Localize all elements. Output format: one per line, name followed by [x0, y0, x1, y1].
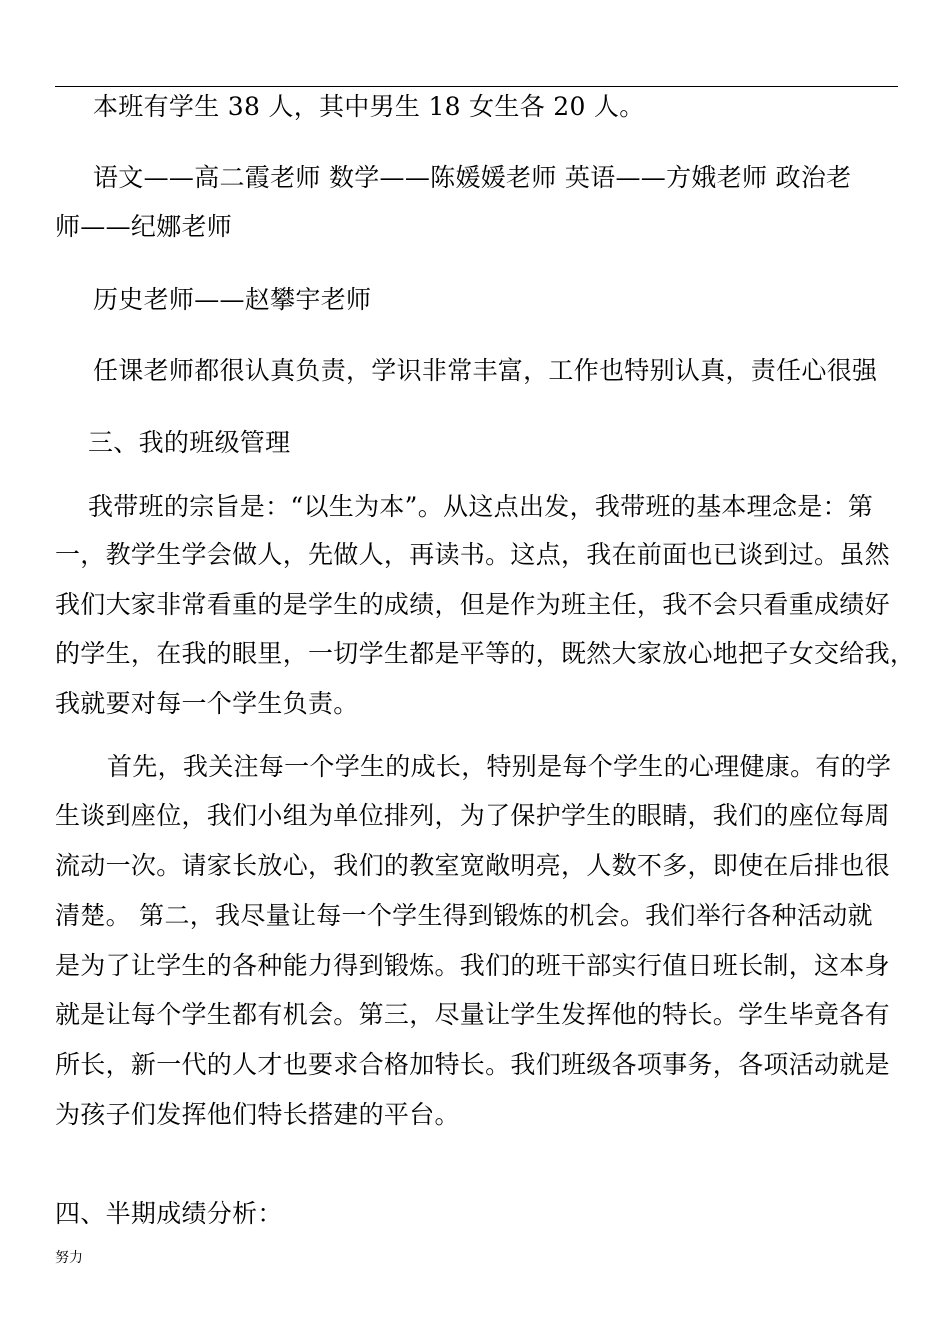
philosophy-paragraph-line-5: 我就要对每一个学生负责。 — [55, 689, 359, 718]
teachers-paragraph-line-2: 师——纪娜老师 — [55, 212, 233, 241]
approach-paragraph-line-7: 所长，新一代的人才也要求合格加特长。我们班级各项事务，各项活动就是 — [55, 1050, 890, 1079]
page-footer: 努力 — [55, 1250, 83, 1266]
approach-paragraph-line-6: 就是让每个学生都有机会。第三，尽量让学生发挥他的特长。学生毕竟各有 — [55, 1000, 890, 1029]
history-teacher-paragraph: 历史老师——赵攀宇老师 — [93, 285, 372, 314]
teachers-evaluation-paragraph: 任课老师都很认真负责，学识非常丰富，工作也特别认真，责任心很强 — [93, 356, 878, 385]
philosophy-paragraph-line-2: 一，教学生学会做人，先做人，再读书。这点，我在前面也已谈到过。虽然 — [55, 540, 890, 569]
philosophy-paragraph-line-3: 我们大家非常看重的是学生的成绩，但是作为班主任，我不会只看重成绩好 — [55, 590, 890, 619]
section-heading-class-management: 三、我的班级管理 — [88, 428, 291, 457]
class-size-paragraph: 本班有学生 38 人，其中男生 18 女生各 20 人。 — [93, 92, 645, 121]
philosophy-paragraph-line-4: 的学生，在我的眼里，一切学生都是平等的，既然大家放心地把子女交给我， — [55, 639, 916, 668]
header-rule — [55, 86, 898, 87]
approach-paragraph-line-3: 流动一次。请家长放心，我们的教室宽敞明亮，人数不多，即使在后排也很 — [55, 851, 890, 880]
approach-paragraph-line-4: 清楚。 第二，我尽量让每一个学生得到锻炼的机会。我们举行各种活动就 — [55, 901, 873, 930]
teachers-paragraph-line-1: 语文——高二霞老师 数学——陈媛媛老师 英语——方娥老师 政治老 — [93, 163, 852, 192]
approach-paragraph-line-2: 生谈到座位，我们小组为单位排列，为了保护学生的眼睛，我们的座位每周 — [55, 801, 890, 830]
approach-paragraph-line-8: 为孩子们发挥他们特长搭建的平台。 — [55, 1100, 460, 1129]
approach-paragraph-line-1: 首先，我关注每一个学生的成长，特别是每个学生的心理健康。有的学 — [107, 752, 892, 781]
section-heading-midterm-analysis: 四、半期成绩分析： — [55, 1199, 283, 1228]
philosophy-paragraph-line-1: 我带班的宗旨是：“以生为本”。从这点出发，我带班的基本理念是：第 — [88, 492, 874, 521]
approach-paragraph-line-5: 是为了让学生的各种能力得到锻炼。我们的班干部实行值日班长制，这本身 — [55, 951, 890, 980]
